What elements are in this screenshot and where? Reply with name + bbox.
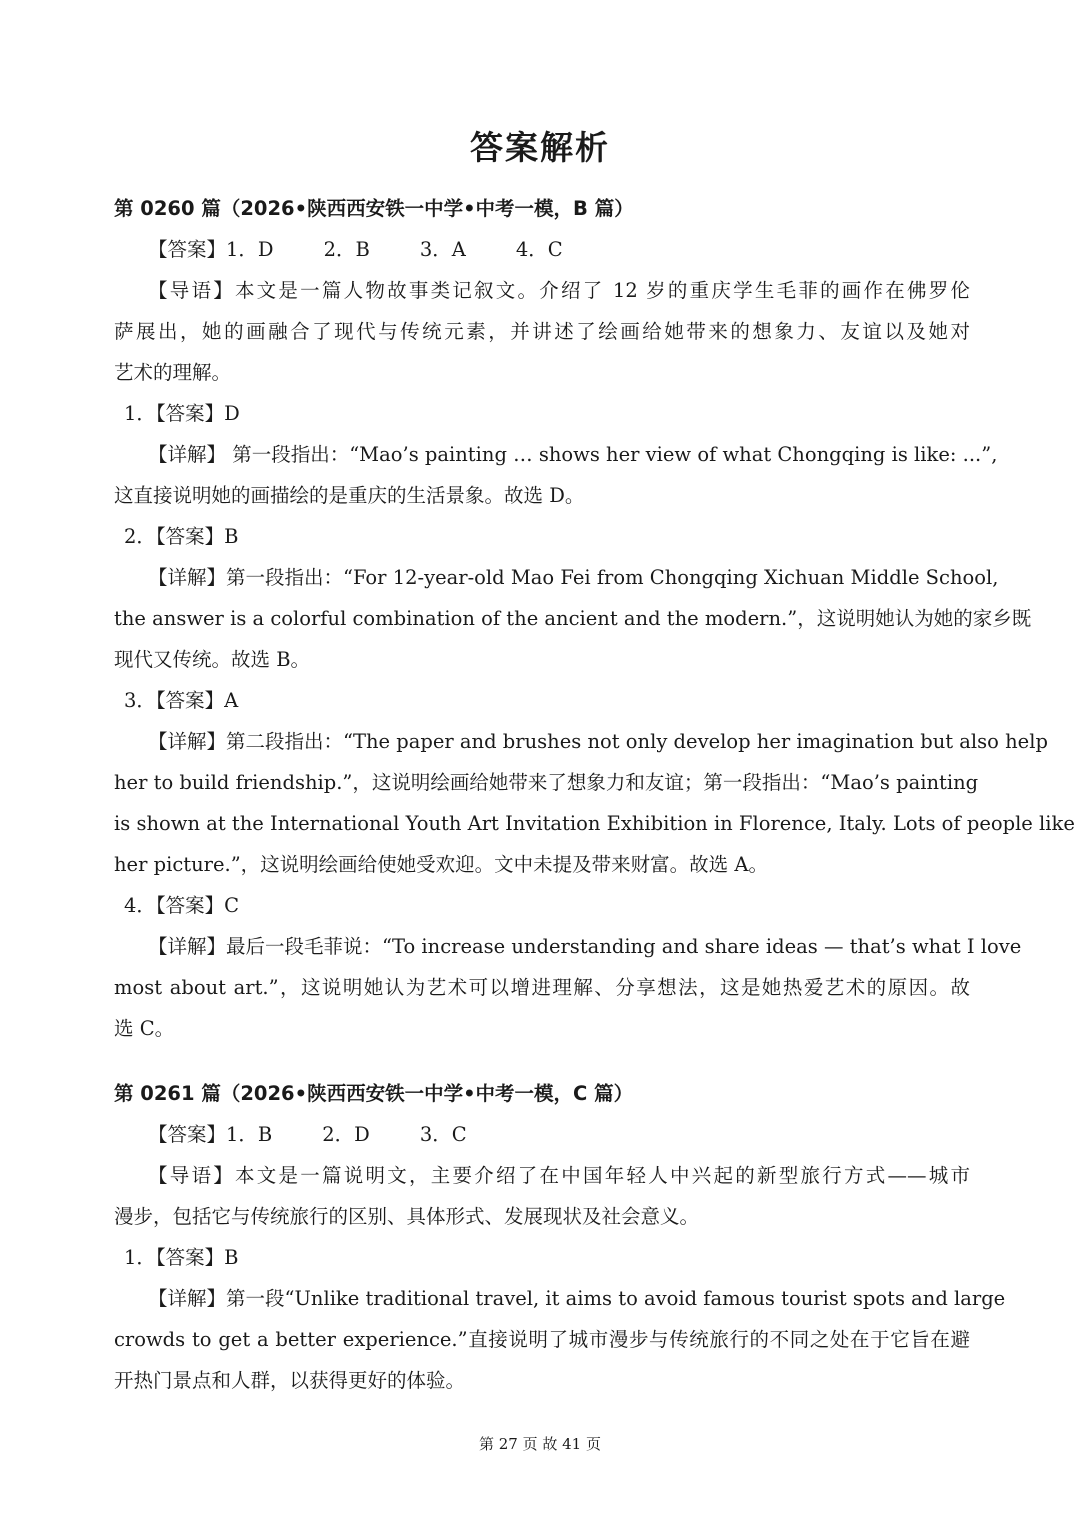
detail-line: 【详解】最后一段毛菲说：“To increase understanding and share ideas — that’s what I love: [148, 935, 1022, 958]
answer-summary: [114, 1114, 970, 1155]
answer-item: 1．D: [226, 238, 274, 261]
question-answer: 4．【答案】C: [124, 894, 240, 917]
answer-item: 3．A: [419, 238, 466, 261]
detail-line: crowds to get a better experience.”直接说明了城市漫步与传统旅行的不同之处在于它旨在避: [114, 1328, 970, 1351]
detail-line: most about art.”，这说明她认为艺术可以增进理解、分享想法，这是她热爱艺术的原因。故: [114, 976, 970, 999]
section-gap: [114, 1049, 970, 1073]
detail-line: 选 C。: [114, 1017, 175, 1040]
answer-item: 1．B: [226, 1123, 273, 1146]
intro-line: 【导语】本文是一篇说明文，主要介绍了在中国年轻人中兴起的新型旅行方式——城市: [148, 1164, 970, 1187]
question-answer: 2．【答案】B: [124, 525, 239, 548]
answer-item: 2．B: [323, 238, 370, 261]
section-heading-0260: 第 0260 篇（2026•陕西西安铁一中学•中考一模，B 篇）: [114, 197, 634, 220]
answer-item: 2．D: [322, 1123, 370, 1146]
intro-line: 艺术的理解。: [114, 361, 232, 384]
answer-summary: [114, 229, 970, 270]
intro-line: 漫步，包括它与传统旅行的区别、具体形式、发展现状及社会意义。: [114, 1205, 700, 1228]
section-heading-0261: 第 0261 篇（2026•陕西西安铁一中学•中考一模，C 篇）: [114, 1082, 634, 1105]
detail-line: 【详解】第二段指出：“The paper and brushes not only develop her imagination but also help: [148, 730, 1048, 753]
detail-line: 开热门景点和人群，以获得更好的体验。: [114, 1369, 466, 1392]
page-title: 答案解析: [470, 128, 610, 167]
answer-item: 4．C: [515, 238, 563, 261]
answer-label: 【答案】: [148, 1123, 227, 1146]
answer-item: 3．C: [419, 1123, 467, 1146]
detail-line: her to build friendship.”，这说明绘画给她带来了想象力和友谊；第一段指出：“Mao’s painting: [114, 771, 979, 794]
detail-line: is shown at the International Youth Art Invitation Exhibition in Florence, Italy. Lots of people like: [114, 812, 1075, 835]
page-footer: 第 27 页 故 41 页: [478, 1435, 601, 1453]
question-answer: 1．【答案】D: [124, 402, 240, 425]
question-answer: 1．【答案】B: [124, 1246, 239, 1269]
detail-line: her picture.”，这说明绘画给使她受欢迎。文中未提及带来财富。故选 A。: [114, 853, 768, 876]
detail-line: 【详解】第一段“Unlike traditional travel, it aims to avoid famous tourist spots and large: [148, 1287, 1006, 1310]
intro-line: 萨展出，她的画融合了现代与传统元素，并讲述了绘画给她带来的想象力、友谊以及她对: [114, 320, 970, 343]
answer-label: 【答案】: [148, 238, 227, 261]
detail-line: 现代又传统。故选 B。: [114, 648, 311, 671]
detail-line: 【详解】第一段指出：“For 12-year-old Mao Fei from Chongqing Xichuan Middle School,: [148, 566, 999, 589]
document-body: [114, 188, 1075, 1401]
intro-line: 【导语】本文是一篇人物故事类记叙文。介绍了 12 岁的重庆学生毛菲的画作在佛罗伦: [148, 279, 970, 302]
detail-line: 【详解】 第一段指出：“Mao’s painting … shows her view of what Chongqing is like: ...”,: [148, 443, 998, 466]
detail-line: the answer is a colorful combination of the ancient and the modern.”，这说明她认为她的家乡既: [114, 607, 1032, 630]
detail-line: 这直接说明她的画描绘的是重庆的生活景象。故选 D。: [114, 484, 585, 507]
question-answer: 3．【答案】A: [124, 689, 239, 712]
